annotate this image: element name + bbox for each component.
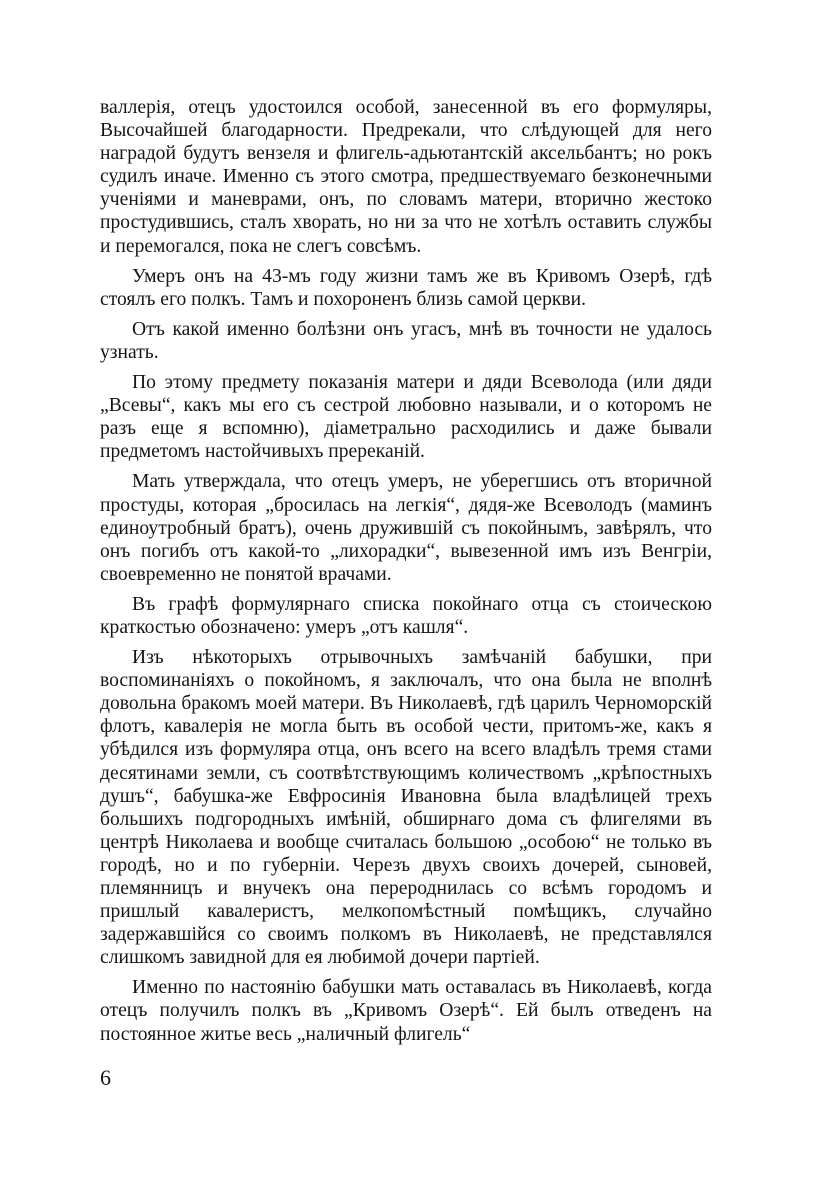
paragraph: По этому предмету показанія матери и дяди Всеволода (или дяди „Всевы“, какъ мы его съ сестрой любовно называли, и о которомъ не разъ еще я вспомню), діаметрально расходились и даже бывали предметомъ настойчивыхъ пререканій. [100, 372, 712, 463]
paragraph: Изъ нѣкоторыхъ отрывочныхъ замѣчаній бабушки, при воспоминаніяхъ о покойномъ, я заключалъ, что она была не вполнѣ довольна бракомъ моей матери. Въ Николаевѣ, гдѣ царилъ Черноморскій флотъ, кавалерія не могла быть въ особой чести, притомъ-же, какъ я убѣдился изъ формуляра отца, онъ всего на всего владѣлъ тремя стами десятинами земли, съ соотвѣтствующимъ количествомъ „крѣпостныхъ душъ“, бабушка-же Евфросинія Ивановна была владѣлицей трехъ большихъ подгородныхъ имѣній, обширнаго дома съ флигелями въ центрѣ Николаева и вообще считалась большою „особою“ не только въ городѣ, но и по губерніи. Черезъ двухъ своихъ дочерей, сыновей, племянницъ и внучекъ она перероднилась со всѣмъ городомъ и пришлый кавалеристъ, мелкопомѣстный помѣщикъ, случайно задержавшійся со своимъ полкомъ въ Николаевѣ, не представлялся слишкомъ завидной для ея любимой дочери партіей. [100, 647, 712, 969]
paragraph: Мать утверждала, что отецъ умеръ, не уберегшись отъ вторичной простуды, которая „бросилась на легкія“, дядя-же Всеволодъ (маминъ единоутробный братъ), очень дружившій съ покойнымъ, завѣрялъ, что онъ погибъ отъ какой-то „лихорадки“, вывезенной имъ изъ Венгріи, своевременно не понятой врачами. [100, 471, 712, 585]
page-number: 6 [100, 1065, 111, 1090]
paragraph: валлерія, отецъ удостоился особой, занесенной въ его формуляры, Высочайшей благодарности. Предрекали, что слѣдующей для него наградой будутъ вензеля и флигель-адьютантскій аксельбантъ; но рокъ судилъ иначе. Именно съ этого смотра, предшествуемаго безконечными ученіями и маневрами, онъ, по словамъ матери, вторично жестоко простудившись, сталъ хворать, но ни за что не хотѣлъ оставить службы и перемогался, пока не слегъ совсѣмъ. [100, 97, 712, 257]
paragraph: Отъ какой именно болѣзни онъ угасъ, мнѣ въ точности не удалось узнать. [100, 318, 712, 363]
paragraph: Именно по настоянію бабушки мать оставалась въ Николаевѣ, когда отецъ получилъ полкъ въ „Кривомъ Озерѣ“. Ей былъ отведенъ на постоянное житье весь „наличный флигель“ [100, 977, 712, 1045]
body-text [100, 96, 712, 1053]
paragraph: Въ графѣ формулярнаго списка покойнаго отца съ стоическою краткостью обозначено: умеръ „отъ кашля“. [100, 593, 712, 638]
paragraph: Умеръ онъ на 43-мъ году жизни тамъ же въ Кривомъ Озерѣ, гдѣ стоялъ его полкъ. Тамъ и похороненъ близь самой церкви. [100, 265, 712, 310]
